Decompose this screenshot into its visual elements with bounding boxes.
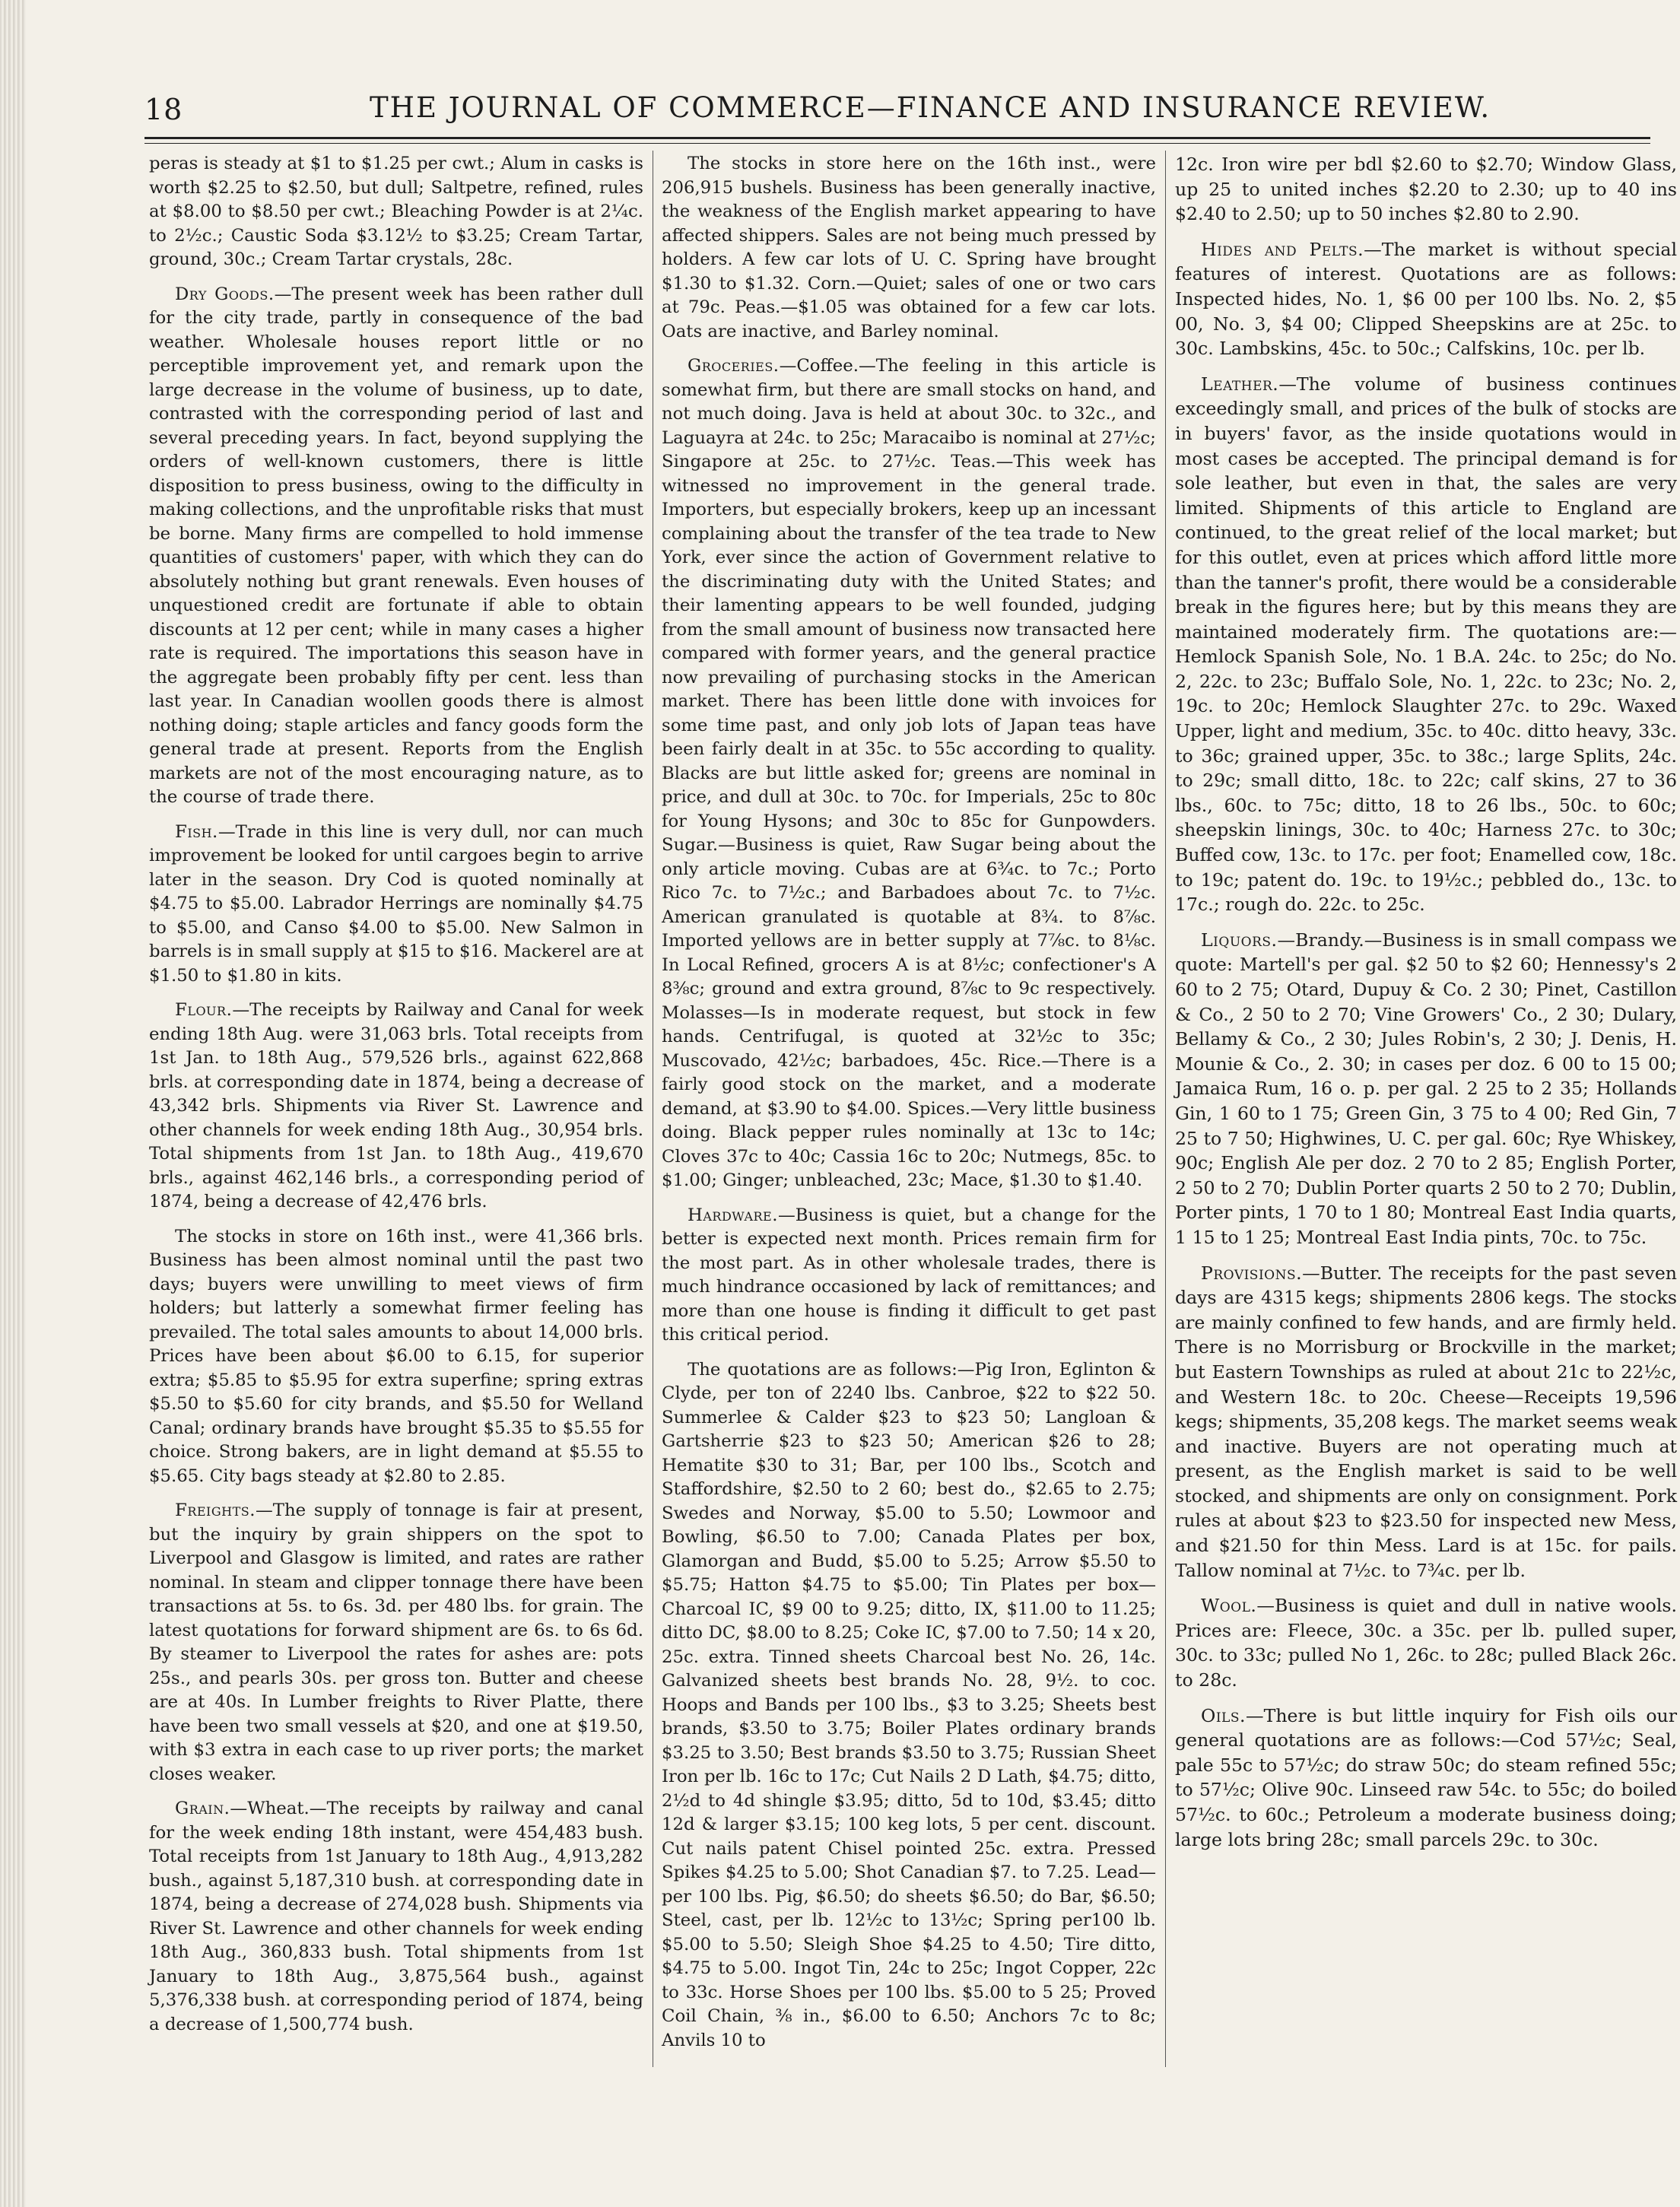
article-paragraph: Flour.—The receipts by Railway and Canal for week ending 18th Aug. were 31,063 brls. Total receipts from 1st Jan. to 18th Aug., 579,526 brls., against 622,868 brls. at corresponding date in 1874, being a decrease of 43,342 brls. Shipments via River St. Lawrence and other channels for week ending 18th Aug., 30,954 brls. Total shipments from 1st Jan. to 18th Aug., 419,670 brls., against 462,146 brls., a corresponding period of 1874, being a decrease of 42,476 brls. (149, 1000, 643, 1211)
binding-edge (0, 0, 26, 2207)
article-paragraph: Leather.—The volume of business continues exceedingly small, and prices of the bulk of stocks are in buyers' favor, as the inside quotations would in most cases be accepted. The principal demand is for sole leather, but even in that, the sales are very limited. Shipments of this article to England are continued, to the great relief of the local market; but for this outlet, even at prices which afford little more than the tanner's profit, there would be a considerable break in the figures here; but by this means they are maintained moderately firm. The quotations are:—Hemlock Spanish Sole, No. 1 B.A. 24c. to 25c; do No. 2, 22c. to 23c; Buffalo Sole, No. 1, 22c. to 23c; No. 2, 19c. to 20c; Hemlock Slaughter 27c. to 29c. Waxed Upper, light and medium, 35c. to 40c. ditto heavy, 33c. to 36c; grained upper, 35c. to 38c.; large Splits, 24c. to 29c; small ditto, 18c. to 22c; calf skins, 27 to 36 lbs., 60c. to 75c; ditto, 18 to 26 lbs., 50c. to 60c; sheepskin linings, 30c. to 40c; Harness 27c. to 30c; Buffed cow, 13c. to 17c. per foot; Enamelled cow, 18c. to 19c; patent do. 19c. to 19½c.; pebbled do., 13c. to 17c.; rough do. 22c. to 25c. (1175, 373, 1677, 916)
article-paragraph: 12c. Iron wire per bdl $2.60 to $2.70; Window Glass, up 25 to united inches $2.20 to 2.30; up to 40 ins $2.40 to 2.50; up to 50 inches $2.80 to 2.90. (1175, 154, 1677, 225)
article-paragraph: Groceries.—Coffee.—The feeling in this article is somewhat firm, but there are small stocks on hand, and not much doing. Java is held at about 30c. to 32c., and Laguayra at 24c. to 25c; Maracaibo is nominal at 27½c; Singapore at 25c. to 27½c. Teas.—This week has witnessed no improvement in the general trade. Importers, but especially brokers, keep up an incessant complaining about the transfer of the tea trade to New York, ever since the action of Government relative to the discriminating duty with the United States; and their lamenting appears to be well founded, judging from the small amount of business now transacted here compared with former years, and the general practice now prevailing of purchasing stocks in the American market. There has been little done with invoices for some time past, and only job lots of Japan teas have been fairly dealt in at 35c. to 55c according to quality. Blacks are but little asked for; greens are nominal in price, and dull at 30c. to 70c. for Imperials, 25c to 80c for Young Hysons; and 30c to 85c for Gunpowders. Sugar.—Business is quiet, Raw Sugar being about the only article moving. Cubas are at 6¾c. to 7c.; Porto Rico 7c. to 7½c.; and Barbadoes about 7c. to 7½c. American granulated is quotable at 8¾. to 8⅞c. Imported yellows are in better supply at 7⅞c. to 8⅛c. In Local Refined, grocers A is at 8½c; confectioner's A 8⅜c; ground and extra ground, 8⅞c to 9c respectively. Molasses—Is in moderate request, but stock in few hands. Centrifugal, is quoted at 32½c to 35c; Muscovado, 42½c; barbadoes, 45c. Rice.—There is a fairly good stock on the market, and a moderate demand, at $3.90 to $4.00. Spices.—Very little business doing. Black pepper rules nominally at 13c to 14c; Cloves 37c to 40c; Cassia 16c to 20c; Nutmegs, 85c. to $1.00; Ginger; unbleached, 23c; Mace, $1.30 to $1.40. (662, 356, 1156, 1190)
article-paragraph: Dry Goods.—The present week has been rather dull for the city trade, partly in consequence of the bad weather. Wholesale houses report little or no perceptible improvement yet, and remark upon the large decrease in the volume of business, up to date, contrasted with the corresponding period of last and several preceding years. In fact, beyond supplying the orders of well-known customers, there is little disposition to press business, owing to the difficulty in making collections, and the unprofitable risks that must be borne. Many firms are compelled to hold immense quantities of customers' paper, with which they can do absolutely nothing but grant renewals. Even houses of unquestioned credit are fortunate if able to obtain discounts at 12 per cent; while in many cases a higher rate is required. The importations this season have in the aggregate been probably fifty per cent. less than last year. In Canadian woollen goods there is almost nothing doing; staple articles and fancy goods form the general trade at present. Reports from the English markets are not of the most encouraging nature, as to the course of trade there. (149, 284, 643, 807)
page-number: 18 (144, 93, 183, 126)
article-paragraph: Hardware.—Business is quiet, but a change for the better is expected next month. Prices remain firm for the most part. As in other wholesale trades, there is much hindrance occasioned by lack of remittances; and more than one house is finding it difficult to get past this critical period. (662, 1205, 1156, 1345)
column-divider (1165, 151, 1166, 2067)
article-paragraph: The stocks in store here on the 16th inst., were 206,915 bushels. Business has been generally inactive, the weakness of the English market appearing to have affected shippers. Sales are not being much pressed by holders. A few car lots of U. C. Spring have brought $1.30 to $1.32. Corn.—Quiet; sales of one or two cars at 79c. Peas.—$1.05 was obtained for a few car lots. Oats are inactive, and Barley nominal. (662, 154, 1156, 341)
section-heading: Freights. (175, 1500, 256, 1520)
section-heading: Liquors. (1201, 929, 1278, 951)
section-heading: Hardware. (688, 1205, 778, 1225)
section-heading: Hides and Pelts. (1201, 238, 1364, 260)
article-paragraph: Freights.—The supply of tonnage is fair at present, but the inquiry by grain shippers on the spot to Liverpool and Glasgow is limited, and rates are rather nominal. In steam and clipper tonnage there have been transactions at 5s. to 6s. 3d. per 480 lbs. for grain. The latest quotations for forward shipment are 6s. to 6s 6d. By steamer to Liverpool the rates for ashes are: pots 25s., and pearls 30s. per gross ton. Butter and cheese are at 40s. In Lumber freights to River Platte, there have been two small vessels at $20, and one at $19.50, with $3 extra in each case to up river ports; the market closes weaker. (149, 1500, 643, 1784)
article-paragraph: Liquors.—Brandy.—Business is in small compass we quote: Martell's per gal. $2 50 to $2 60; Hennessy's 2 60 to 2 75; Otard, Dupuy & Co. 2 30; Pinet, Castillon & Co., 2 50 to 2 70; Vine Growers' Co., 2 30; Dulary, Bellamy & Co., 2 30; Jules Robin's, 2 30; J. Denis, H. Mounie & Co., 2. 30; in cases per doz. 6 00 to 15 00; Jamaica Rum, 16 o. p. per gal. 2 25 to 2 35; Hollands Gin, 1 60 to 1 75; Green Gin, 3 75 to 4 00; Red Gin, 7 25 to 7 50; Highwines, U. C. per gal. 60c; Rye Whiskey, 90c; English Ale per doz. 2 70 to 2 85; English Porter, 2 50 to 2 70; Dublin Porter quarts 2 50 to 2 70; Dublin, Porter pints, 1 70 to 1 80; Montreal East India quarts, 1 15 to 1 25; Montreal East India pints, 70c. to 75c. (1175, 929, 1677, 1248)
section-heading: Provisions. (1201, 1262, 1303, 1284)
section-heading: Leather. (1201, 373, 1279, 395)
section-heading: Wool. (1201, 1595, 1257, 1617)
article-paragraph: Wool.—Business is quiet and dull in native wools. Prices are: Fleece, 30c. a 35c. per lb. pulled super, 30c. to 33c; pulled No 1, 26c. to 28c; pulled Black 26c. to 28c. (1175, 1595, 1677, 1691)
section-heading: Groceries. (688, 356, 780, 376)
section-heading: Oils. (1201, 1704, 1246, 1726)
article-paragraph: Grain.—Wheat.—The receipts by railway and canal for the week ending 18th instant, were 454,483 bush. Total receipts from 1st January to 18th Aug., 4,913,282 bush., against 5,187,310 bush. at corresponding date in 1874, being a decrease of 274,028 bush. Shipments via River St. Lawrence and other channels for week ending 18th Aug., 360,833 bush. Total shipments from 1st January to 18th Aug., 3,875,564 bush., against 5,376,338 bush. at corresponding period of 1874, being a decrease of 1,500,774 bush. (149, 1799, 643, 2034)
section-heading: Flour. (175, 1000, 233, 1020)
section-heading: Grain. (175, 1799, 230, 1818)
article-paragraph: Fish.—Trade in this line is very dull, nor can much improvement be looked for until cargoes begin to arrive later in the season. Dry Cod is quoted nominally at $4.75 to $5.00. Labrador Herrings are nominally $4.75 to $5.00, and Canso $4.00 to $5.00. New Salmon in barrels is in small supply at $15 to $16. Mackerel are at $1.50 to $1.80 in kits. (149, 821, 643, 986)
masthead (144, 82, 1635, 128)
section-heading: Fish. (175, 821, 218, 842)
column-3 (1175, 152, 1677, 1862)
article-paragraph: Oils.—There is but little inquiry for Fish oils our general quotations are as follows:—Cod 57½c; Seal, pale 55c to 57½c; do straw 50c; do steam refined 55c; to 57½c; Olive 90c. Linseed raw 54c. to 55c; do boiled 57½c. to 60c.; Petroleum a moderate business doing; large lots bring 28c; small parcels 29c. to 30c. (1175, 1704, 1677, 1850)
column-2 (662, 152, 1156, 2063)
article-paragraph: The quotations are as follows:—Pig Iron, Eglinton & Clyde, per ton of 2240 lbs. Canbroe, $22 to $22 50. Summerlee & Calder $23 to $23 50; Langloan & Gartsherrie $23 to $23 50; American $26 to 28; Hematite $30 to 31; Bar, per 100 lbs., Scotch and Staffordshire, $2.50 to 2 60; best do., $2.65 to 2.75; Swedes and Norway, $5.00 to 5.50; Lowmoor and Bowling, $6.50 to 7.00; Canada Plates per box, Glamorgan and Budd, $5.00 to 5.25; Arrow $5.50 to $5.75; Hatton $4.75 to $5.00; Tin Plates per box—Charcoal IC, $9 00 to 9.25; ditto, IX, $11.00 to 11.25; ditto DC, $8.00 to 8.25; Coke IC, $7.00 to 7.50; 14 x 20, 25c. extra. Tinned sheets Charcoal best No. 26, 14c. Galvanized sheets best brands No. 28, 9½. to coc. Hoops and Bands per 100 lbs., $3 to 3.25; Sheets best brands, $3.50 to 3.75; Boiler Plates ordinary brands $3.25 to 3.50; Best brands $3.50 to 3.75; Russian Sheet Iron per lb. 16c to 17c; Cut Nails 2 D Lath, $4.75; ditto, 2½d to 4d shingle $3.95; ditto, 5d to 10d, $3.45; ditto 12d & larger $3.15; 100 keg lots, 5 per cent. discount. Cut nails patent Chisel pointed 25c. extra. Pressed Spikes $4.25 to 5.00; Shot Canadian $7. to 7.25. Lead—per 100 lbs. Pig, $6.50; do sheets $6.50; do Bar, $6.50; Steel, cast, per lb. 12½c to 13½c; Spring per100 lb. $5.00 to 5.50; Sleigh Shoe $4.25 to 4.50; Tire ditto, $4.75 to 5.00. Ingot Tin, 24c to 25c; Ingot Copper, 22c to 33c. Horse Shoes per 100 lbs. $5.00 to 5 25; Proved Coil Chain, ⅜ in., $6.00 to 6.50; Anchors 7c to 8c; Anvils 10 to (662, 1359, 1156, 2050)
article-paragraph: Hides and Pelts.—The market is without special features of interest. Quotations are as follows: Inspected hides, No. 1, $6 00 per 100 lbs. No. 2, $5 00, No. 3, $4 00; Clipped Sheepskins are at 25c. to 30c. Lambskins, 45c. to 50c.; Calfskins, 10c. per lb. (1175, 238, 1677, 360)
article-paragraph: The stocks in store on 16th inst., were 41,366 brls. Business has been almost nominal until the past two days; buyers were unwilling to meet views of firm holders; but latterly a somewhat firmer feeling has prevailed. The total sales amounts to about 14,000 brls. Prices have been about $6.00 to 6.15, for superior extra; $5.85 to $5.95 for extra superfine; spring extras $5.50 to $5.60 for city brands, and $5.50 for Welland Canal; ordinary brands have brought $5.35 to $5.55 for choice. Strong bakers, are in light demand at $5.55 to $5.65. City bags steady at $2.80 to 2.85. (149, 1226, 643, 1486)
article-paragraph: Provisions.—Butter. The receipts for the past seven days are 4315 kegs; shipments 2806 kegs. The stocks are mainly confined to few hands, and are firmly held. There is no Morrisburg or Brockville in the market; but Eastern Townships as ruled at about 21c to 22½c, and Western 18c. to 20c. Cheese—Receipts 19,596 kegs; shipments, 35,208 kegs. The market seems weak and inactive. Buyers are not operating much at present, as the English market is said to be well stocked, and shipments are only on consignment. Pork rules at about $23 to $23.50 for inspected new Mess, and $21.50 for thin Mess. Lard is at 15c. for pails. Tallow nominal at 7½c. to 7¾c. per lb. (1175, 1262, 1677, 1581)
section-heading: Dry Goods. (175, 284, 275, 304)
article-paragraph: peras is steady at $1 to $1.25 per cwt.; Alum in casks is worth $2.25 to $2.50, but dull; Saltpetre, refined, rules at $8.00 to $8.50 per cwt.; Bleaching Powder is at 2¼c. to 2½c.; Caustic Soda $3.12½ to $3.25; Cream Tartar, ground, 30c.; Cream Tartar crystals, 28c. (149, 154, 643, 269)
column-1 (149, 152, 643, 2047)
journal-title: THE JOURNAL OF COMMERCE—FINANCE AND INSURANCE REVIEW. (370, 91, 1491, 124)
header-rule (144, 137, 1650, 144)
